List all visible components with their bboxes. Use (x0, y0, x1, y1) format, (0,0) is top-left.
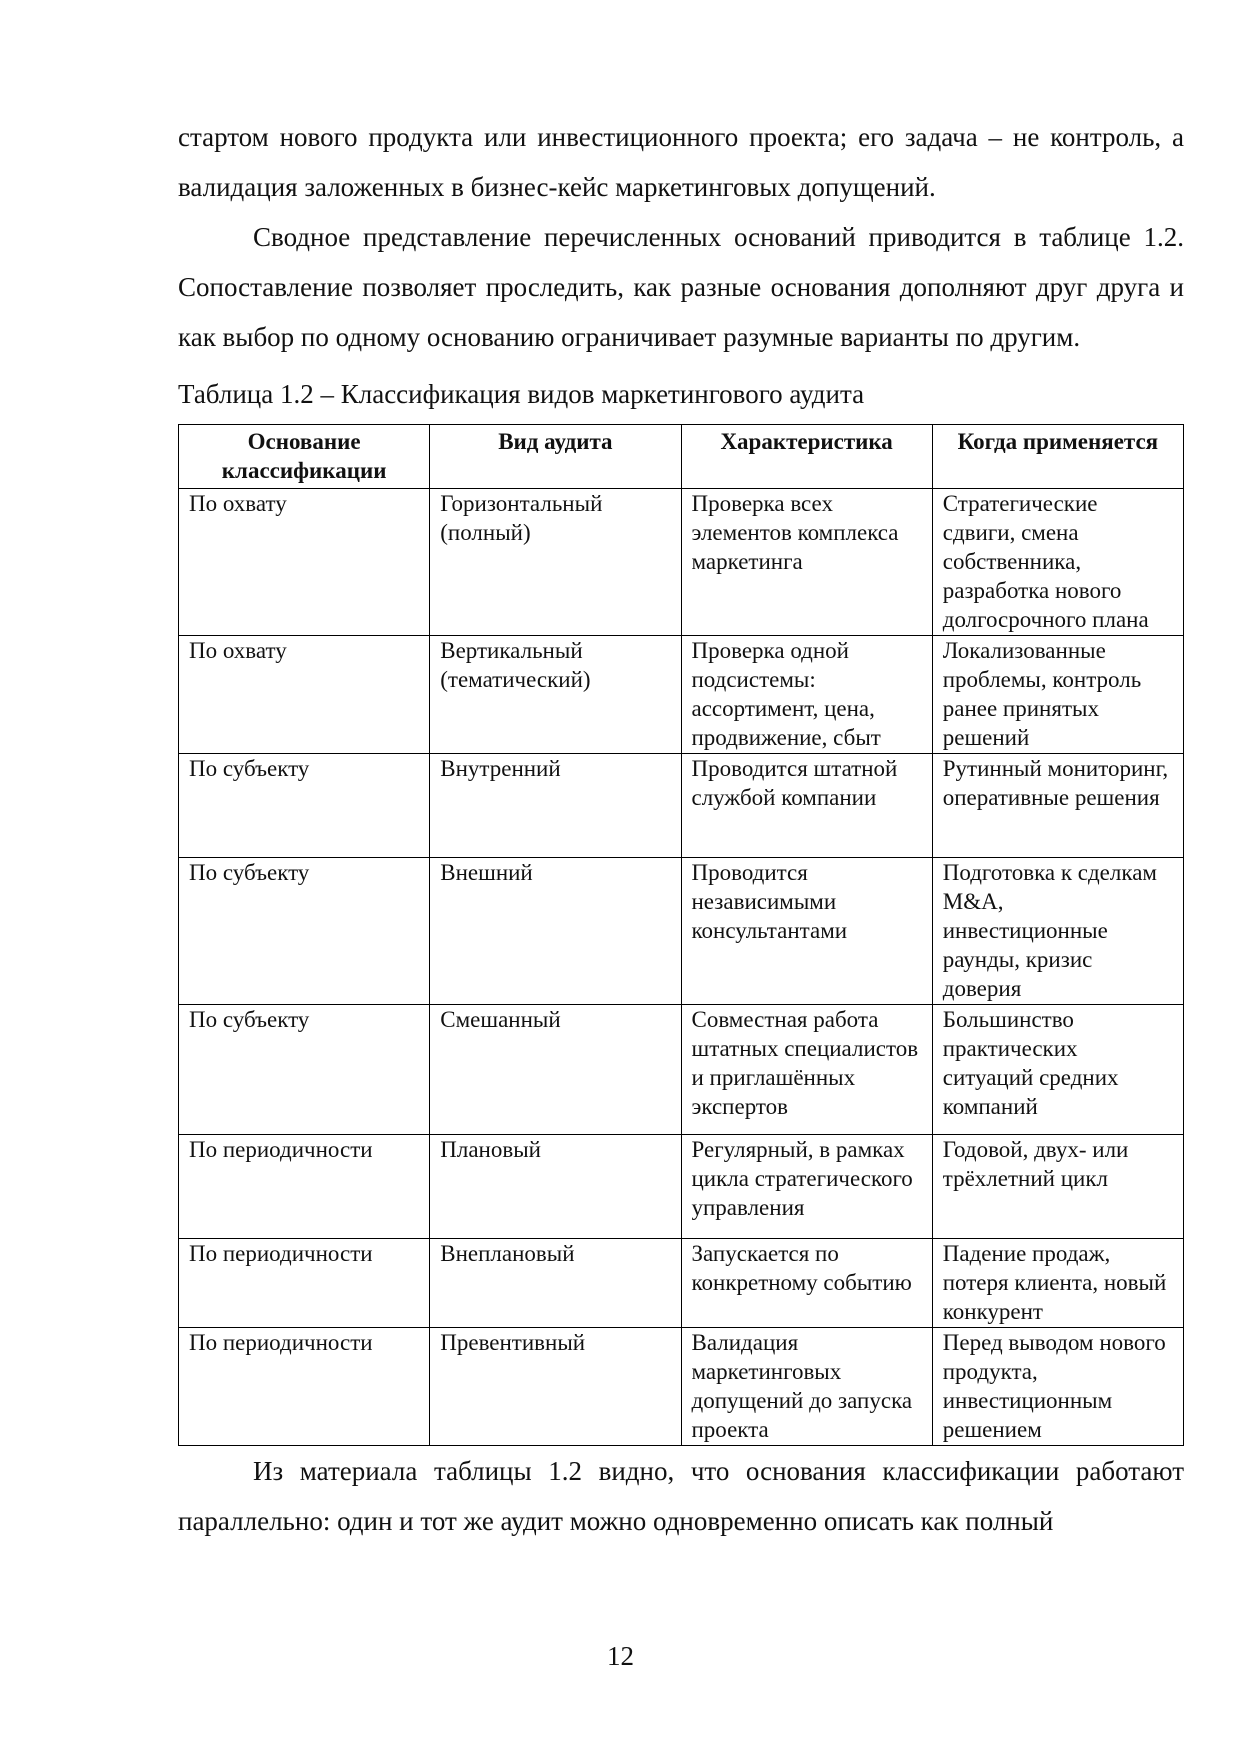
cell-audit-type: Внешний (430, 858, 681, 1005)
table-row (179, 1005, 1184, 1135)
cell-characteristic: Регулярный, в рамках цикла стратегического управления (681, 1135, 932, 1239)
cell-basis: По охвату (179, 636, 430, 754)
header-characteristic: Характеристика (681, 425, 932, 489)
cell-when-applied: Годовой, двух- или трёхлетний цикл (932, 1135, 1183, 1239)
table-caption: Таблица 1.2 – Классификация видов маркетингового аудита (178, 379, 865, 409)
cell-when-applied: Рутинный мониторинг, оперативные решения (932, 754, 1183, 858)
cell-when-applied: Локализованные проблемы, контроль ранее принятых решений (932, 636, 1183, 754)
cell-audit-type: Горизонтальный (полный) (430, 489, 681, 636)
body-paragraph-after-table: Из материала таблицы 1.2 видно, что основания классификации работают параллельно: один и тот же аудит можно одновременно описать как полный (178, 1456, 1184, 1536)
cell-audit-type: Вертикальный (тематический) (430, 636, 681, 754)
cell-when-applied: Падение продаж, потеря клиента, новый конкурент (932, 1239, 1183, 1328)
cell-audit-type: Превентивный (430, 1328, 681, 1446)
header-basis: Основание классификации (179, 425, 430, 489)
cell-characteristic: Запускается по конкретному событию (681, 1239, 932, 1328)
table-row (179, 858, 1184, 1005)
cell-characteristic: Проводится штатной службой компании (681, 754, 932, 858)
cell-when-applied: Большинство практических ситуаций средних компаний (932, 1005, 1183, 1135)
table-row (179, 489, 1184, 636)
cell-basis: По периодичности (179, 1328, 430, 1446)
cell-basis: По субъекту (179, 1005, 430, 1135)
table-header-row (179, 425, 1184, 489)
cell-characteristic: Проводится независимыми консультантами (681, 858, 932, 1005)
cell-basis: По периодичности (179, 1135, 430, 1239)
header-audit-type: Вид аудита (430, 425, 681, 489)
cell-basis: По субъекту (179, 858, 430, 1005)
cell-characteristic: Валидация маркетинговых допущений до запуска проекта (681, 1328, 932, 1446)
cell-audit-type: Внеплановый (430, 1239, 681, 1328)
cell-basis: По субъекту (179, 754, 430, 858)
table-row (179, 1135, 1184, 1239)
cell-characteristic: Совместная работа штатных специалистов и приглашённых экспертов (681, 1005, 932, 1135)
cell-audit-type: Смешанный (430, 1005, 681, 1135)
cell-when-applied: Подготовка к сделкам M&A, инвестиционные раунды, кризис доверия (932, 858, 1183, 1005)
table-row (179, 1328, 1184, 1446)
document-page (178, 112, 1184, 1546)
body-paragraph-1: стартом нового продукта или инвестиционного проекта; его задача – не контроль, а валидация заложенных в бизнес-кейс маркетинговых допущений. (178, 122, 1184, 202)
table-row (179, 754, 1184, 858)
cell-basis: По периодичности (179, 1239, 430, 1328)
page-number: 12 (607, 1641, 634, 1671)
table-row (179, 1239, 1184, 1328)
cell-audit-type: Плановый (430, 1135, 681, 1239)
cell-basis: По охвату (179, 489, 430, 636)
table-row (179, 636, 1184, 754)
header-when-applied: Когда применяется (932, 425, 1183, 489)
cell-when-applied: Стратегические сдвиги, смена собственника, разработка нового долгосрочного плана (932, 489, 1183, 636)
cell-characteristic: Проверка всех элементов комплекса маркетинга (681, 489, 932, 636)
cell-when-applied: Перед выводом нового продукта, инвестиционным решением (932, 1328, 1183, 1446)
cell-characteristic: Проверка одной подсистемы: ассортимент, цена, продвижение, сбыт (681, 636, 932, 754)
cell-audit-type: Внутренний (430, 754, 681, 858)
audit-classification-table (178, 424, 1184, 1446)
body-paragraph-2: Сводное представление перечисленных оснований приводится в таблице 1.2. Сопоставление позволяет проследить, как разные основания дополняют друг друга и как выбор по одному основанию ограничивает разумные варианты по другим. (178, 222, 1184, 352)
